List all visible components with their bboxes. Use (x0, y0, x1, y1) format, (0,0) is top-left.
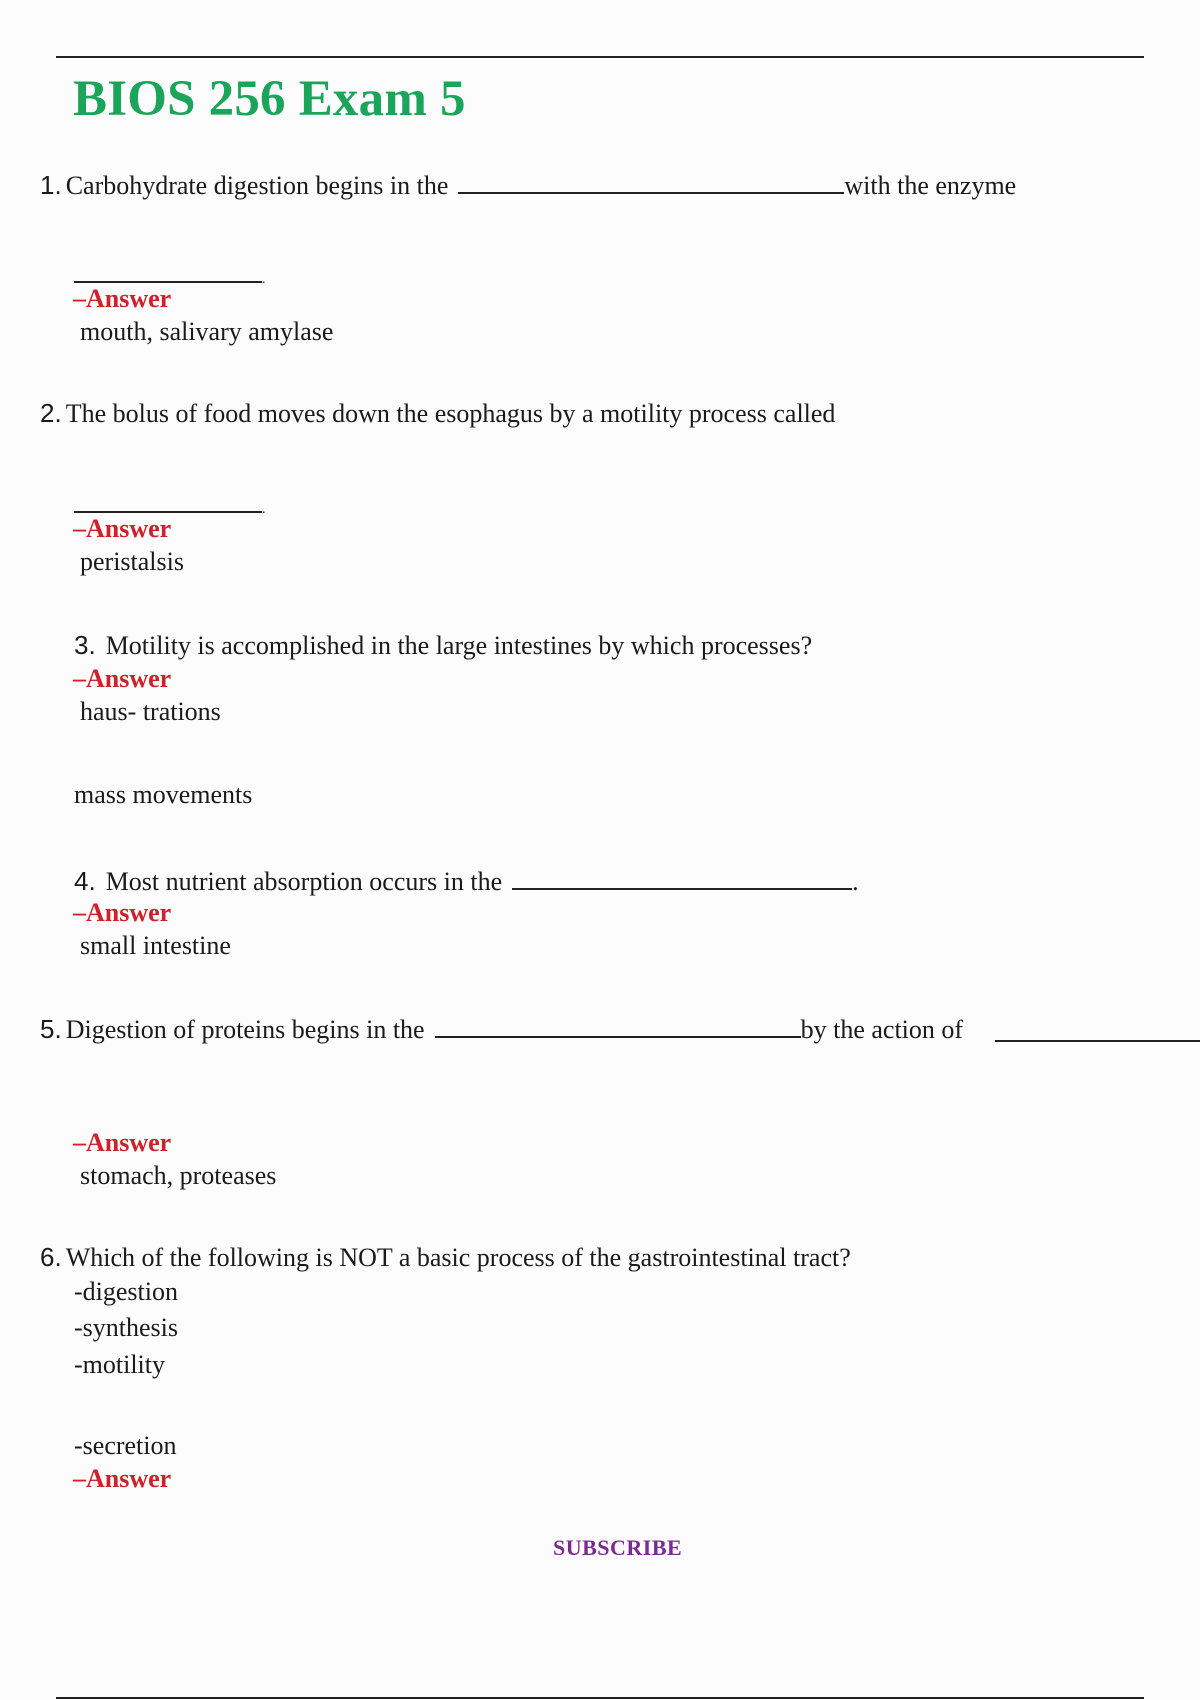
answer-text: mouth, salivary amylase (80, 317, 334, 346)
answer-text: haus- trations (80, 697, 221, 726)
answer-text: mass movements (74, 780, 253, 809)
question-1 (40, 168, 1016, 201)
question-text-continued: with the enzyme (844, 171, 1017, 200)
question-5 (40, 1012, 963, 1045)
bottom-rule (56, 1697, 1144, 1699)
question-text: The bolus of food moves down the esophagus by a motility process called (65, 399, 836, 428)
question-4 (74, 864, 859, 897)
question-text: Which of the following is NOT a basic process of the gastrointestinal tract? (65, 1243, 851, 1272)
answer-text: stomach, proteases (80, 1161, 277, 1190)
answer-label: –Answer (73, 1128, 172, 1157)
question-text: Most nutrient absorption occurs in the (105, 867, 503, 896)
top-rule (56, 56, 1144, 58)
question-text: Carbohydrate digestion begins in the (65, 171, 449, 200)
question-6 (40, 1242, 851, 1273)
question-number: 3. (74, 630, 96, 660)
answer-label: –Answer (73, 1464, 172, 1493)
answer-blank (435, 1012, 801, 1038)
question-3 (74, 630, 812, 661)
blank-suffix: . (262, 502, 266, 517)
question-2 (40, 398, 835, 429)
answer-text: peristalsis (80, 547, 184, 576)
answer-blank (458, 168, 844, 194)
question-number: 1. (40, 170, 62, 200)
answer-label: –Answer (73, 898, 172, 927)
question-number: 2. (40, 398, 62, 428)
option-item: -secretion (74, 1431, 177, 1460)
question-number: 4. (74, 866, 96, 896)
subscribe-link[interactable]: SUBSCRIBE (553, 1535, 683, 1560)
question-text-continued: by the action of (800, 1015, 964, 1044)
question-number: 6. (40, 1242, 62, 1272)
option-item: -digestion (74, 1277, 178, 1306)
blank-suffix: . (852, 867, 859, 896)
answer-blank (995, 1016, 1200, 1042)
question-text: Motility is accomplished in the large intestines by which processes? (105, 631, 813, 660)
page-title: BIOS 256 Exam 5 (73, 71, 466, 127)
answer-text: small intestine (80, 931, 231, 960)
option-item: -synthesis (74, 1313, 178, 1342)
answer-label: –Answer (73, 284, 172, 313)
answer-label: –Answer (73, 664, 172, 693)
option-item: -motility (74, 1350, 165, 1379)
blank-suffix: . (262, 272, 266, 287)
answer-label: –Answer (73, 514, 172, 543)
question-number: 5. (40, 1014, 62, 1044)
answer-blank (512, 864, 852, 890)
question-text: Digestion of proteins begins in the (65, 1015, 425, 1044)
